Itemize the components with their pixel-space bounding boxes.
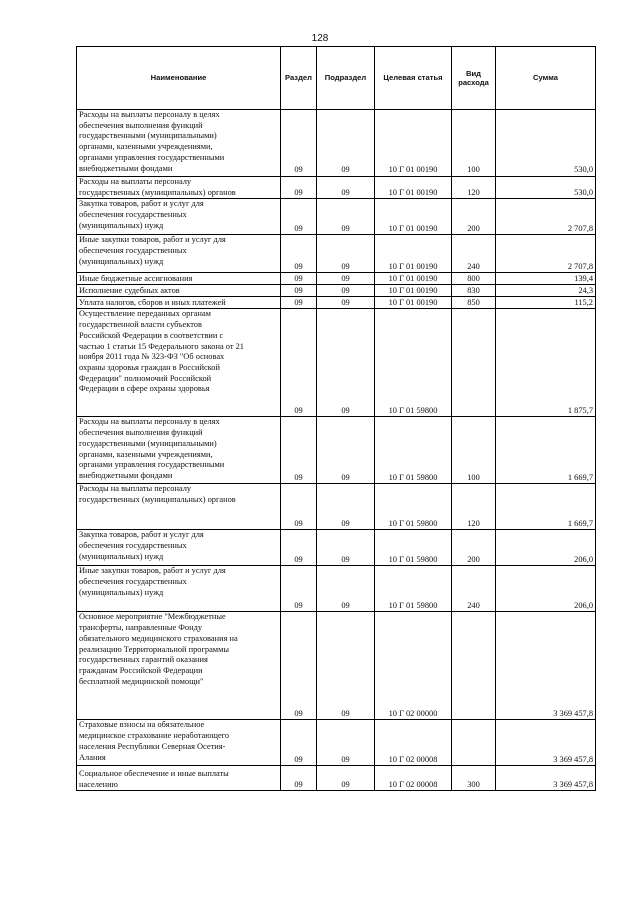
cell-name: Расходы на выплаты персоналу государственных (муниципальных) органов	[77, 484, 281, 530]
cell-name: Иные закупки товаров, работ и услуг для обеспечения государственных (муниципальных) нужд	[77, 235, 281, 273]
cell-section: 09	[281, 309, 317, 417]
cell-amount: 2 707,8	[496, 235, 596, 273]
budget-table	[76, 46, 596, 791]
table-row	[77, 484, 596, 530]
table-row	[77, 297, 596, 309]
cell-expense-type: 200	[452, 530, 496, 566]
cell-section: 09	[281, 612, 317, 720]
cell-target: 10 Г 01 59800	[375, 417, 452, 484]
cell-subsection: 09	[317, 297, 375, 309]
cell-target: 10 Г 02 00008	[375, 766, 452, 791]
table-header	[77, 47, 596, 110]
table-row	[77, 530, 596, 566]
table-row	[77, 199, 596, 235]
cell-amount: 206,0	[496, 566, 596, 612]
cell-section: 09	[281, 285, 317, 297]
cell-expense-type: 120	[452, 484, 496, 530]
cell-name: Страховые взносы на обязательное медицинское страхование неработающего населения Республики Северная Осетия- Алания	[77, 720, 281, 766]
table-row	[77, 285, 596, 297]
table-row	[77, 766, 596, 791]
cell-target: 10 Г 01 00190	[375, 273, 452, 285]
cell-amount: 1 669,7	[496, 484, 596, 530]
cell-name: Социальное обеспечение и иные выплаты населению	[77, 766, 281, 791]
cell-amount: 1 669,7	[496, 417, 596, 484]
cell-section: 09	[281, 235, 317, 273]
cell-expense-type: 120	[452, 177, 496, 199]
cell-expense-type: 850	[452, 297, 496, 309]
header-target: Целевая статья	[375, 47, 452, 110]
cell-section: 09	[281, 177, 317, 199]
cell-name: Иные закупки товаров, работ и услуг для обеспечения государственных (муниципальных) нужд	[77, 566, 281, 612]
cell-section: 09	[281, 720, 317, 766]
cell-name: Закупка товаров, работ и услуг для обеспечения государственных (муниципальных) нужд	[77, 530, 281, 566]
cell-target: 10 Г 01 59800	[375, 566, 452, 612]
cell-expense-type: 240	[452, 566, 496, 612]
cell-section: 09	[281, 417, 317, 484]
header-amount: Сумма	[496, 47, 596, 110]
cell-subsection: 09	[317, 612, 375, 720]
cell-expense-type: 240	[452, 235, 496, 273]
cell-amount: 206,0	[496, 530, 596, 566]
header-name: Наименование	[77, 47, 281, 110]
cell-target: 10 Г 01 59800	[375, 530, 452, 566]
header-subsection: Подраздел	[317, 47, 375, 110]
cell-name: Основное мероприятие "Межбюджетные трансферты, направленные Фонду обязательного медицинского страхования на реализацию Территориальной программы государственных гарантий оказания гражданам Российской Федерации бесплатной медицинской помощи"	[77, 612, 281, 720]
cell-target: 10 Г 02 00008	[375, 720, 452, 766]
cell-amount: 530,0	[496, 110, 596, 177]
cell-section: 09	[281, 273, 317, 285]
cell-target: 10 Г 01 00190	[375, 110, 452, 177]
cell-name: Осуществление переданных органам государственной власти субъектов Российской Федерации в соответствии с частью 1 статьи 15 Федерального закона от 21 ноября 2011 года № 323-ФЗ "Об основах охраны здоровья граждан в Российской Федерации" полномочий Российской Федерации в сфере охраны здоровья	[77, 309, 281, 417]
cell-target: 10 Г 01 00190	[375, 235, 452, 273]
table-row	[77, 235, 596, 273]
cell-amount: 115,2	[496, 297, 596, 309]
header-row	[77, 47, 596, 110]
cell-subsection: 09	[317, 484, 375, 530]
header-section: Раздел	[281, 47, 317, 110]
cell-amount: 530,0	[496, 177, 596, 199]
cell-target: 10 Г 02 00000	[375, 612, 452, 720]
cell-expense-type: 200	[452, 199, 496, 235]
cell-amount: 3 369 457,8	[496, 766, 596, 791]
table-row	[77, 309, 596, 417]
cell-expense-type: 100	[452, 110, 496, 177]
table-body	[77, 110, 596, 791]
table-row	[77, 273, 596, 285]
cell-subsection: 09	[317, 273, 375, 285]
cell-section: 09	[281, 766, 317, 791]
cell-expense-type	[452, 309, 496, 417]
table-row	[77, 612, 596, 720]
cell-subsection: 09	[317, 235, 375, 273]
cell-target: 10 Г 01 59800	[375, 309, 452, 417]
cell-section: 09	[281, 530, 317, 566]
cell-subsection: 09	[317, 177, 375, 199]
cell-amount: 3 369 457,8	[496, 720, 596, 766]
cell-target: 10 Г 01 00190	[375, 177, 452, 199]
cell-amount: 1 875,7	[496, 309, 596, 417]
cell-name: Иные бюджетные ассигнования	[77, 273, 281, 285]
header-expense-type: Вид расхода	[452, 47, 496, 110]
cell-name: Расходы на выплаты персоналу в целях обеспечения выполнения функций государственными (муниципальными) органами, казенными учреждениями, органами управления государственными внебюджетными фондами	[77, 417, 281, 484]
cell-section: 09	[281, 484, 317, 530]
cell-expense-type	[452, 720, 496, 766]
cell-section: 09	[281, 297, 317, 309]
cell-section: 09	[281, 110, 317, 177]
cell-expense-type: 100	[452, 417, 496, 484]
cell-expense-type: 830	[452, 285, 496, 297]
cell-subsection: 09	[317, 766, 375, 791]
cell-amount: 24,3	[496, 285, 596, 297]
cell-target: 10 Г 01 00190	[375, 297, 452, 309]
cell-amount: 139,4	[496, 273, 596, 285]
table-row	[77, 566, 596, 612]
cell-section: 09	[281, 199, 317, 235]
table-row	[77, 110, 596, 177]
cell-subsection: 09	[317, 417, 375, 484]
cell-subsection: 09	[317, 110, 375, 177]
cell-target: 10 Г 01 00190	[375, 285, 452, 297]
cell-section: 09	[281, 566, 317, 612]
cell-name: Уплата налогов, сборов и иных платежей	[77, 297, 281, 309]
cell-subsection: 09	[317, 199, 375, 235]
cell-amount: 2 707,8	[496, 199, 596, 235]
cell-subsection: 09	[317, 566, 375, 612]
cell-subsection: 09	[317, 285, 375, 297]
table-row	[77, 177, 596, 199]
cell-expense-type: 300	[452, 766, 496, 791]
cell-target: 10 Г 01 59800	[375, 484, 452, 530]
cell-name: Расходы на выплаты персоналу в целях обеспечения выполнения функций государственными (муниципальными) органами, казенными учреждениями, органами управления государственными внебюджетными фондами	[77, 110, 281, 177]
cell-name: Расходы на выплаты персоналу государственных (муниципальных) органов	[77, 177, 281, 199]
cell-subsection: 09	[317, 309, 375, 417]
table-row	[77, 417, 596, 484]
table-row	[77, 720, 596, 766]
cell-subsection: 09	[317, 720, 375, 766]
cell-expense-type	[452, 612, 496, 720]
cell-subsection: 09	[317, 530, 375, 566]
cell-name: Исполнение судебных актов	[77, 285, 281, 297]
cell-expense-type: 800	[452, 273, 496, 285]
page-number: 128	[311, 33, 329, 44]
cell-amount: 3 369 457,8	[496, 612, 596, 720]
cell-name: Закупка товаров, работ и услуг для обеспечения государственных (муниципальных) нужд	[77, 199, 281, 235]
cell-target: 10 Г 01 00190	[375, 199, 452, 235]
